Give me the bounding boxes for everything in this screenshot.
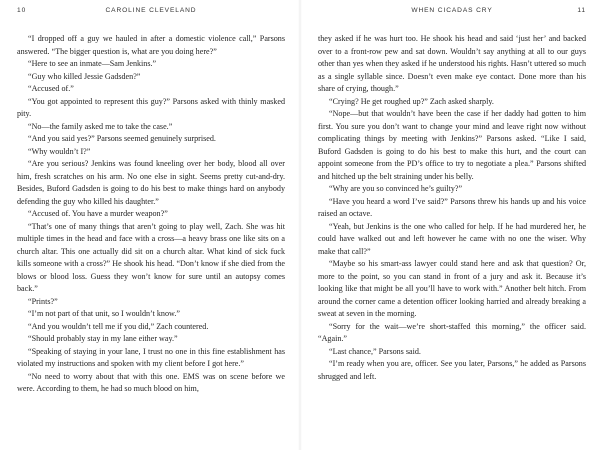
right-body-text xyxy=(318,33,586,383)
paragraph: “Yeah, but Jenkins is the one who called for help. If he had murdered her, he could have walked out and left however he came with no one the wiser. Why make that call?” xyxy=(318,221,586,256)
paragraph: “Are you serious? Jenkins was found kneeling over her body, blood all over him, fresh scratches on his arm. No one else in sight. Seems pretty cut-and-dry. Besides, Buford Gadsden is going to do his best to make things hard on anybody defending the guy who killed his daughter.” xyxy=(17,159,285,206)
right-running-title: WHEN CICADAS CRY xyxy=(411,7,493,14)
paragraph: “Maybe so his smart-ass lawyer could stand here and ask that question? Or, more to the point, so you can stand in front of a jury and ask it. Because it’s looking like that might be all you’ll have to work with.” Another belt hitch. From around the corner came a detention officer looking harried and already breaking a sweat at seven in the morning. xyxy=(318,259,586,318)
right-page xyxy=(318,0,586,450)
paragraph: “Last chance,” Parsons said. xyxy=(329,346,421,356)
paragraph: “Why wouldn’t I?” xyxy=(28,146,91,156)
paragraph: “Crying? He get roughed up?” Zach asked sharply. xyxy=(329,96,494,106)
paragraph: “And you said yes?” Parsons seemed genuinely surprised. xyxy=(28,134,216,143)
paragraph: “I’m ready when you are, officer. See you later, Parsons,” he added as Parsons shrugged and left. xyxy=(318,359,586,381)
paragraph: “I dropped off a guy we hauled in after a domestic violence call,” Parsons answered. “The bigger question is, what are you doing here?” xyxy=(17,34,285,56)
paragraph: “Accused of.” xyxy=(28,84,74,93)
left-page xyxy=(17,0,285,450)
paragraph: “Here to see an inmate—Sam Jenkins.” xyxy=(28,59,157,68)
paragraph: “No need to worry about that with this one. EMS was on scene before we were. According to them, he had so much blood on him, xyxy=(17,371,285,393)
paragraph: “Have you heard a word I’ve said?” Parsons threw his hands up and his voice raised an octave. xyxy=(318,196,586,218)
paragraph: “You got appointed to represent this guy?” Parsons asked with thinly masked pity. xyxy=(17,96,285,118)
book-gutter xyxy=(298,0,302,450)
paragraph: “And you wouldn’t tell me if you did,” Zach countered. xyxy=(28,321,209,331)
paragraph: “Should probably stay in my lane either way.” xyxy=(28,334,178,343)
paragraph: “Sorry for the wait—we’re short-staffed this morning,” the officer said. “Again.” xyxy=(318,321,586,343)
paragraph: “Speaking of staying in your lane, I trust no one in this fine establishment has violated my instructions and spoken with my client before I got here.” xyxy=(17,346,285,368)
left-running-head xyxy=(17,7,285,19)
left-page-number: 10 xyxy=(17,7,27,14)
paragraph: “Accused of. You have a murder weapon?” xyxy=(28,209,168,218)
paragraph: “I’m not part of that unit, so I wouldn’t know.” xyxy=(28,309,180,318)
paragraph: “Why are you so convinced he’s guilty?” xyxy=(329,184,463,193)
right-page-number: 11 xyxy=(577,7,586,14)
left-body-text xyxy=(17,33,285,396)
left-running-title: CAROLINE CLEVELAND xyxy=(105,7,197,14)
right-running-head xyxy=(318,7,586,19)
paragraph: “That’s one of many things that aren’t going to play well, Zach. She was hit multiple times in the head and face with a cross—a heavy brass one like sits on a church altar. This one actually did sit on a church altar. What kind of sick fuck kills someone with a cross?” He shook his head. “Don’t know if she died from the blows or blood loss. Guess they won’t know for sure until an autopsy comes back.” xyxy=(17,221,285,293)
paragraph: “Guy who killed Jessie Gadsden?” xyxy=(28,71,141,81)
continued-paragraph: they asked if he was hurt too. He shook his head and said ‘just her’ and backed over to a front-row pew and sat down. Wouldn’t say anything at all to our guys other than yes when they asked if he understood his rights. Hasn’t uttered so much as a single syllable since. Doesn’t even make eye contact. Done more than his share of crying, though.” xyxy=(318,34,586,93)
paragraph: “No—the family asked me to take the case.” xyxy=(28,121,173,131)
paragraph: “Prints?” xyxy=(28,296,58,306)
paragraph: “Nope—but that wouldn’t have been the case if her daddy had gotten to him first. You sure you don’t want to change your mind and leave right now without complicating things by meeting with Jenkins?” Parsons asked. “Like I said, Buford Gadsden is going to do his best to make this hurt, and the court can appoint someone from the PD’s office to try to negotiate a plea.” Parsons shifted and hitched up the belt straining under his belly. xyxy=(318,109,586,181)
